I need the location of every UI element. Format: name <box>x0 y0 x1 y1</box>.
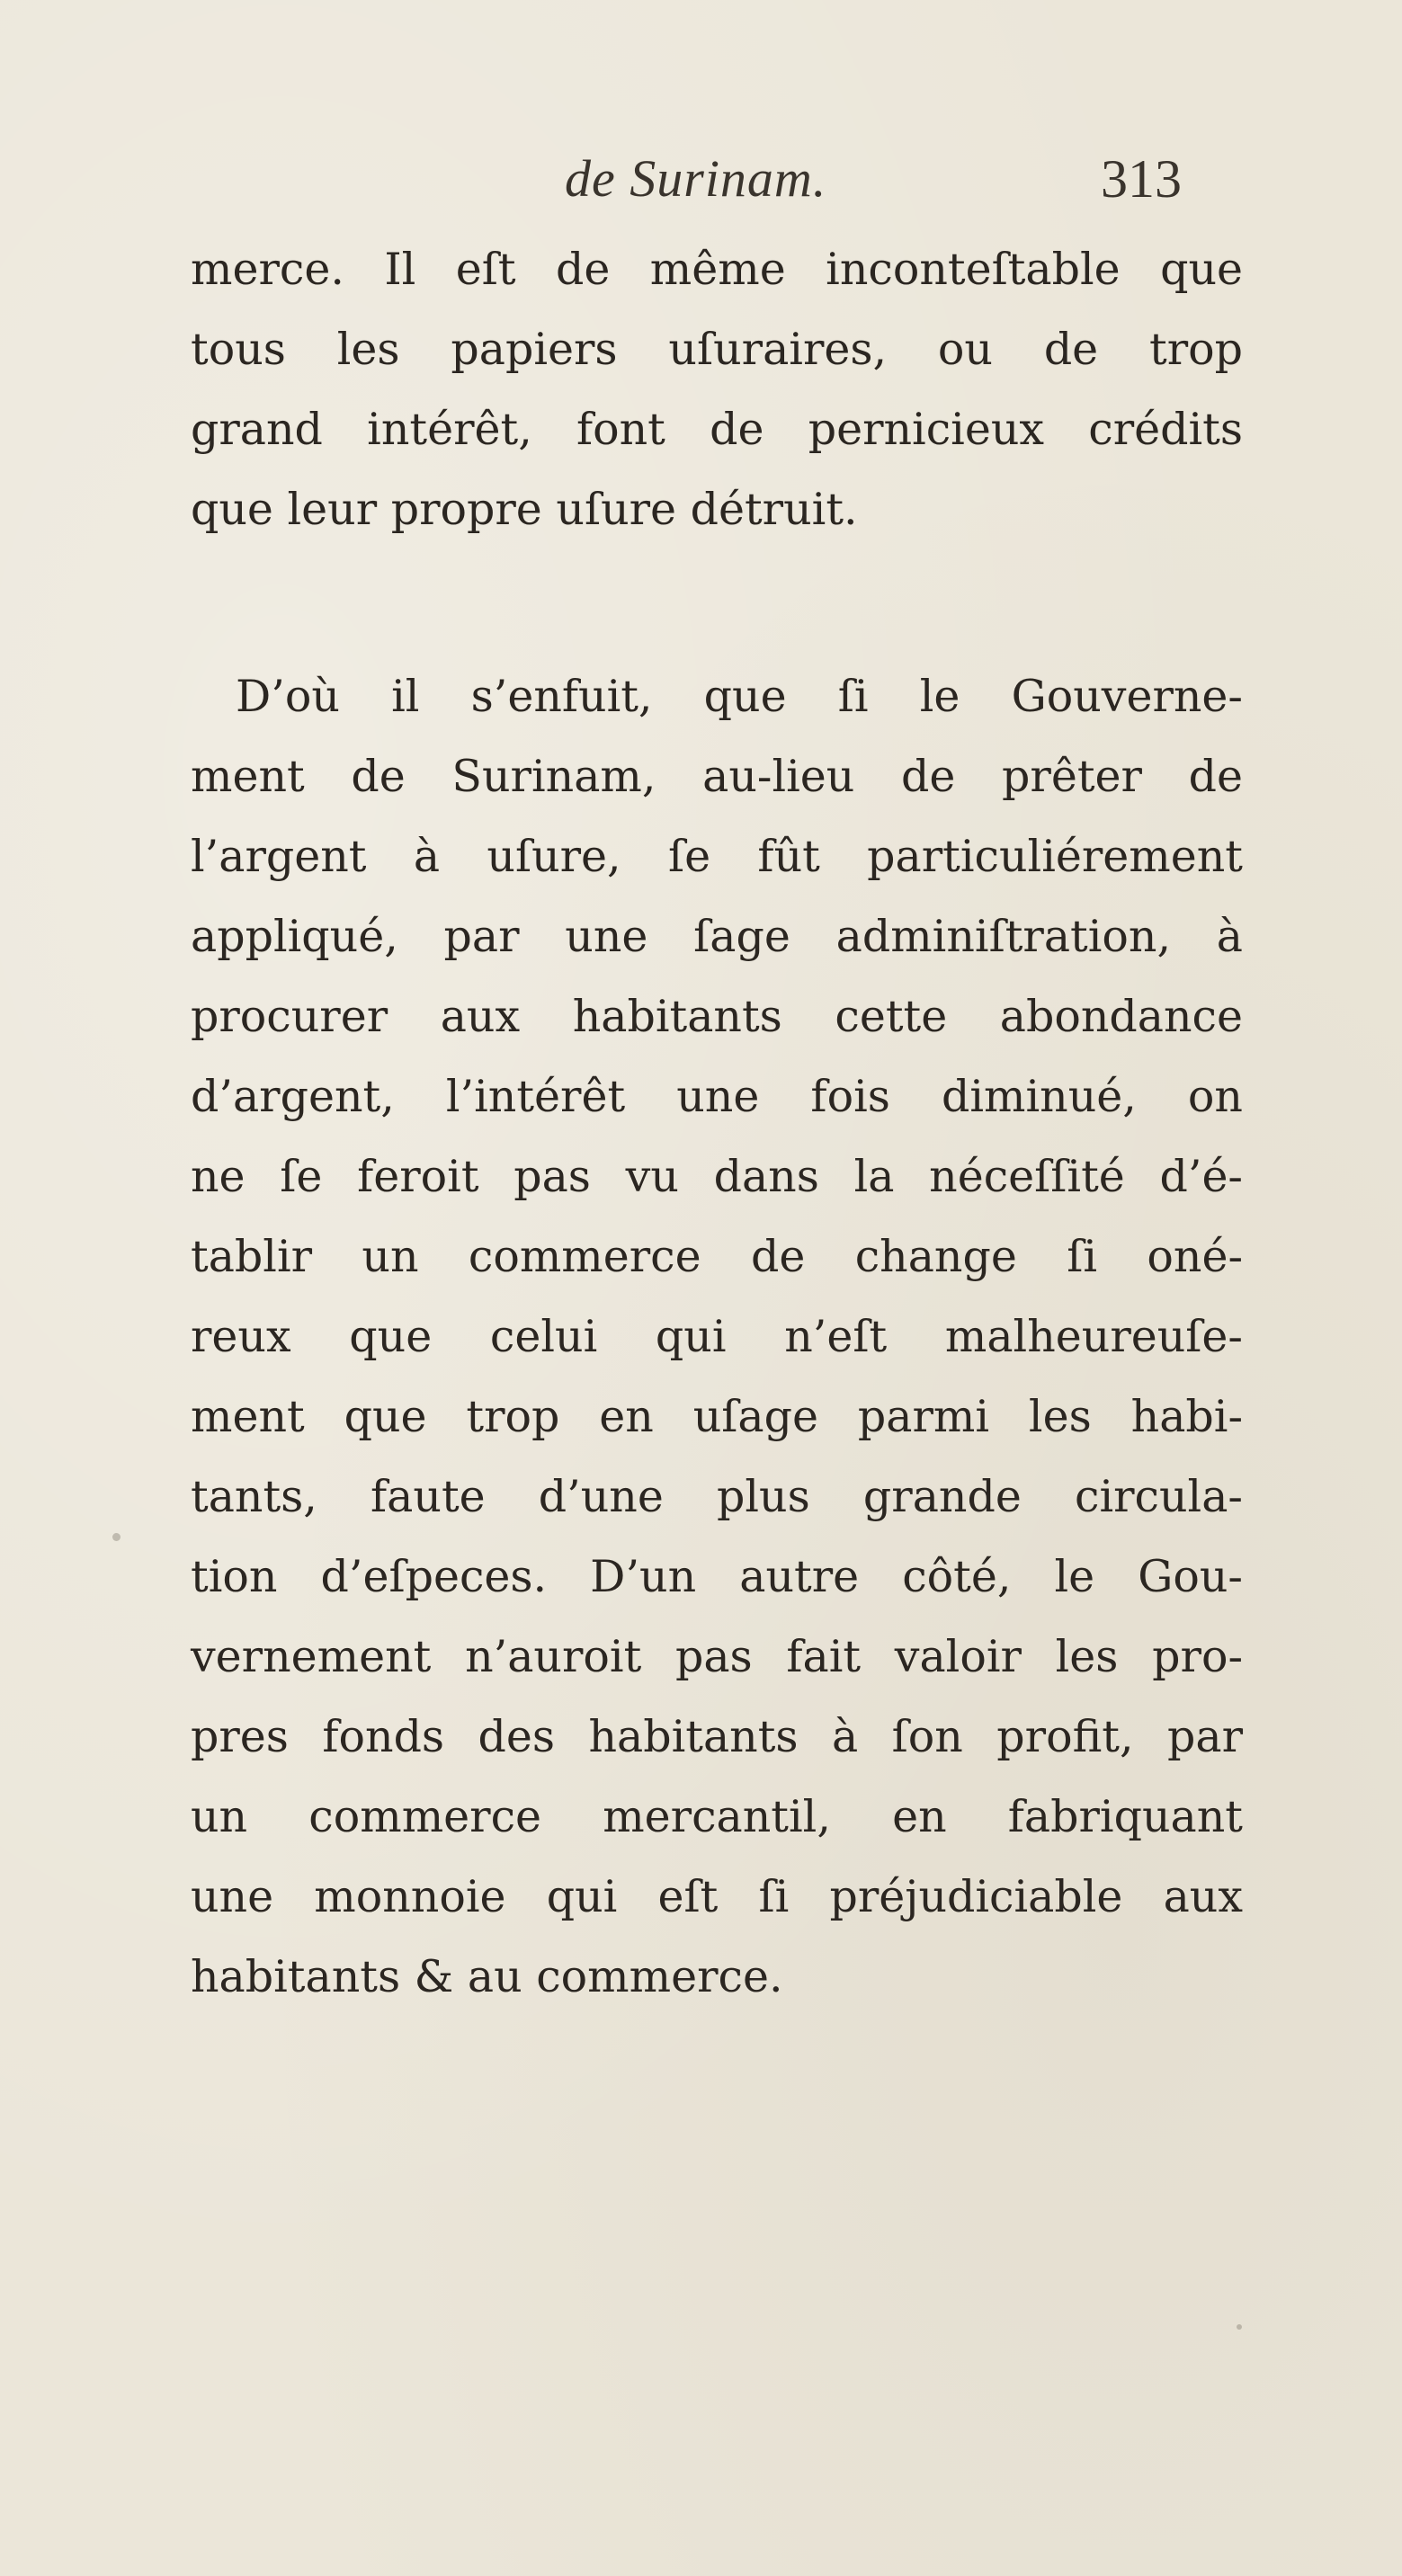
text-line: une monnoie qui eſt ſi préjudiciable aux <box>191 1871 1243 1922</box>
text-line: ne ſe feroit pas vu dans la néceſſité d’é- <box>191 1151 1243 1202</box>
paper-speck <box>709 504 712 507</box>
paragraph-2 <box>191 656 1243 2017</box>
body-text <box>191 229 1243 2017</box>
text-line: habitants & au commerce. <box>191 1951 783 2002</box>
text-line: appliqué, par une ſage adminiſtration, à <box>191 911 1243 962</box>
text-line: pres fonds des habitants à ſon profit, par <box>191 1711 1243 1762</box>
text-line: tous les papiers uſuraires, ou de trop <box>191 324 1243 375</box>
text-line: un commerce mercantil, en fabriquant <box>191 1791 1243 1842</box>
text-line: vernement n’auroit pas fait valoir les pro- <box>191 1631 1243 1682</box>
running-title: de Surinam. <box>565 149 827 208</box>
text-line: que leur propre uſure détruit. <box>191 484 858 535</box>
text-line: ment que trop en uſage parmi les habi- <box>191 1391 1243 1442</box>
paper-speck <box>112 1533 121 1541</box>
text-line: ment de Surinam, au-lieu de prêter de <box>191 751 1243 802</box>
text-line: d’argent, l’intérêt une fois diminué, on <box>191 1071 1243 1122</box>
paragraph-1 <box>191 229 1243 549</box>
text-line: tion d’eſpeces. D’un autre côté, le Gou- <box>191 1551 1243 1602</box>
text-line: reux que celui qui n’eſt malheureuſe- <box>191 1311 1243 1362</box>
page-header <box>0 148 1402 229</box>
text-line: procurer aux habitants cette abondance <box>191 991 1243 1042</box>
text-line: l’argent à uſure, ſe fût particuliérement <box>191 831 1243 882</box>
paragraph-gap <box>191 549 1243 656</box>
text-line: D’où il s’enfuit, que ſi le Gouverne- <box>236 671 1243 722</box>
text-line: grand intérêt, font de pernicieux crédits <box>191 404 1243 455</box>
text-line: tablir un commerce de change ſi oné- <box>191 1231 1243 1282</box>
text-line: tants, faute d’une plus grande circula- <box>191 1471 1243 1522</box>
paper-speck <box>1237 2324 1242 2330</box>
text-line: merce. Il eſt de même inconteſtable que <box>191 244 1243 295</box>
page-number: 313 <box>1101 149 1182 209</box>
